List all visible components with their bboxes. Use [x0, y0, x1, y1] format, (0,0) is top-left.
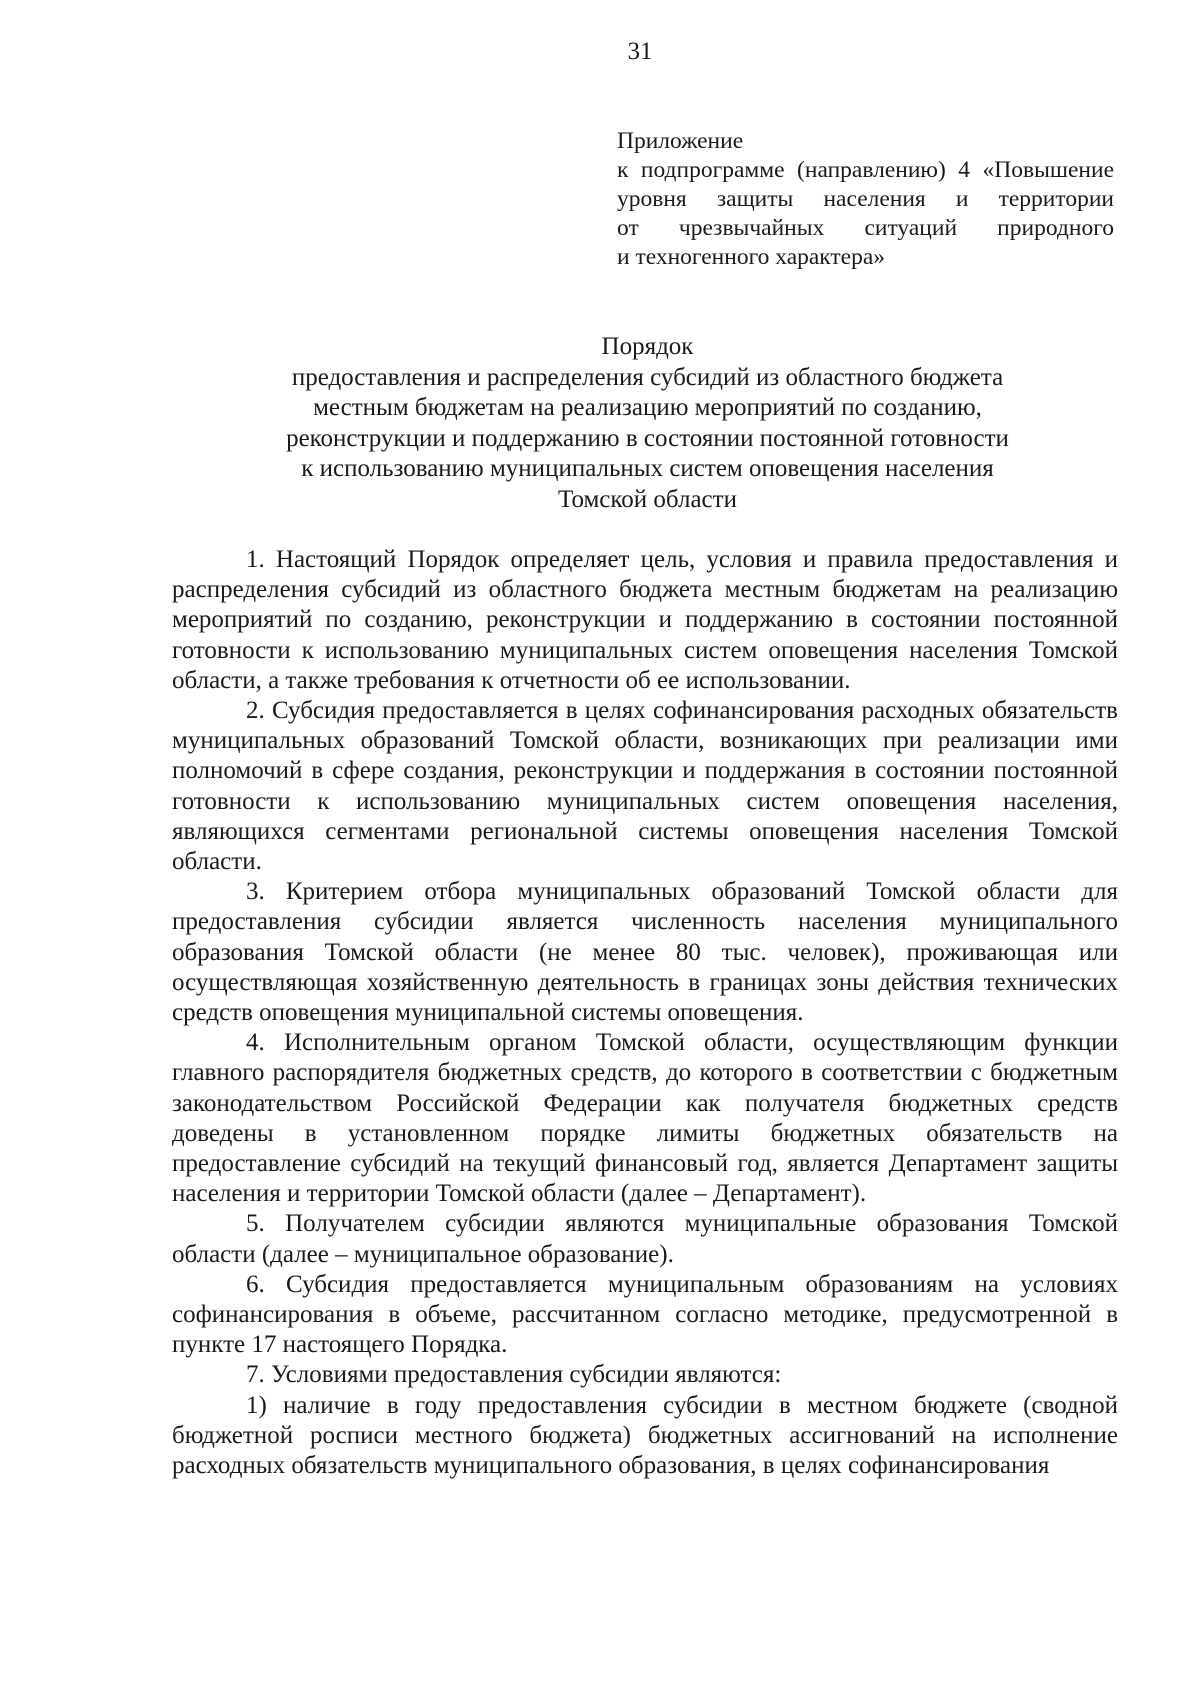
page-number: 31 — [627, 38, 653, 65]
appendix-line: и техногенного характера» — [617, 244, 886, 270]
paragraph-3: 3. Критерием отбора муниципальных образований Томской области для предоставления субсидии является численность населения муниципального образования Томской области (не менее 80 тыс. человек), проживающая или осуществляющая хозяйственную деятельность в границах зоны действия технических средств оповещения муниципальной системы оповещения. — [172, 878, 1118, 1027]
document-title — [170, 332, 1125, 515]
paragraph-7-1: 1) наличие в году предоставления субсидии в местном бюджете (сводной бюджетной росписи местного бюджета) бюджетных ассигнований на исполнение расходных обязательств муниципального образования, в целях софинансирования — [172, 1391, 1118, 1480]
paragraph-7: 7. Условиями предоставления субсидии являются: — [246, 1361, 782, 1389]
title-line: местным бюджетам на реализацию мероприятий по созданию, — [313, 394, 982, 421]
appendix-line: уровня защиты населения и территории — [617, 186, 1114, 212]
paragraph-5: 5. Получателем субсидии являются муниципальные образования Томской области (далее – муниципальное образование). — [172, 1210, 1118, 1268]
title-line: Томской области — [558, 485, 737, 513]
paragraph-2: 2. Субсидия предоставляется в целях софинансирования расходных обязательств муниципальных образований Томской области, возникающих при реализации ими полномочий в сфере создания, реконструкции и поддержания в состоянии постоянной готовности к использованию муниципальных систем оповещения населения, являющихся сегментами региональной системы оповещения населения Томской области. — [172, 697, 1118, 876]
appendix-line: от чрезвычайных ситуаций природного — [617, 215, 1114, 241]
appendix-line: к подпрограмме (направлению) 4 «Повышение — [617, 157, 1114, 183]
paragraph-4: 4. Исполнительным органом Томской области, осуществляющим функции главного распорядителя бюджетных средств, до которого в соответствии с бюджетным законодательством Российской Федерации как получателя бюджетных средств доведены в установленном порядке лимиты бюджетных обязательств на предоставление субсидий на текущий финансовый год, является Департамент защиты населения и территории Томской области (далее – Департамент). — [172, 1029, 1118, 1208]
title-line: реконструкции и поддержанию в состоянии постоянной готовности — [286, 424, 1009, 452]
title-line: к использованию муниципальных систем оповещения населения — [301, 455, 994, 482]
title-line: предоставления и распределения субсидий из областного бюджета — [291, 363, 1004, 391]
paragraph-1: 1. Настоящий Порядок определяет цель, условия и правила предоставления и распределения субсидий из областного бюджета местным бюджетам на реализацию мероприятий по созданию, реконструкции и поддержанию в состоянии постоянной готовности к использованию муниципальных систем оповещения населения Томской области, а также требования к отчетности об ее использовании. — [172, 546, 1118, 694]
document-body — [172, 545, 1118, 1481]
paragraph-6: 6. Субсидия предоставляется муниципальным образованиям на условиях софинансирования в объеме, рассчитанном согласно методике, предусмотренной в пункте 17 настоящего Порядка. — [172, 1270, 1118, 1359]
title-heading: Порядок — [601, 333, 694, 360]
appendix-line: Приложение — [617, 128, 744, 154]
appendix-note — [617, 127, 1114, 272]
